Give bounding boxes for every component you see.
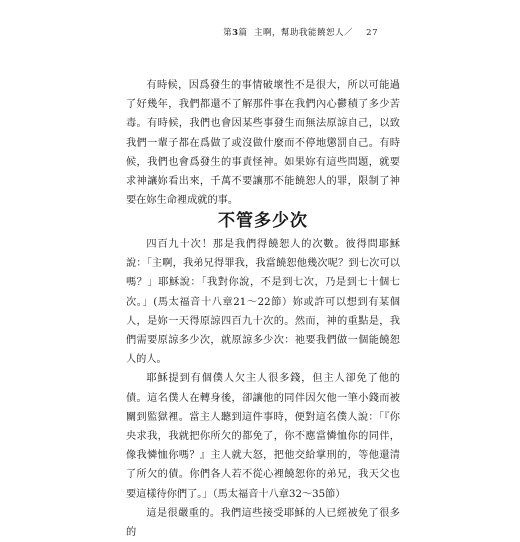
running-header — [223, 26, 378, 38]
intro-paragraph: 有時候，因爲發生的事情破壞性不是很大，所以可能過了好幾年，我們都還不了解那件事在我們內心鬱積了多少苦毒。有時候，我們也會因某些事發生而無法原諒自己，以致我們一輩子都在爲做了或沒做什麼而不停地懲罰自己。有時候，我們也會爲發生的事責怪神。如果妳有這些問題，就要求神讓妳看出來，千萬不要讓那不能饒恕人的罪，限制了神要在妳生命裡成就的事。 — [126, 80, 400, 207]
main-text-block — [126, 235, 400, 542]
paragraph-3: 耶穌提到有個僕人欠主人很多錢，但主人卻免了他的債。這名僕人在轉身後，卻讓他的同伴因欠他一筆小錢而被關到監獄裡。當主人聽到這件事時，便對這名僕人說：「『你央求我，我就把你所欠的都免了，你不應當憐恤你的同伴，像我憐恤你嗎？』主人就大怒，把他交給掌刑的，等他還清了所欠的債。你們各人若不從心裡饒恕你的弟兄，我天父也要這樣待你們了。」（馬太福音十八章32～35節） — [126, 373, 400, 500]
section-heading: 不管多少次 — [218, 211, 308, 231]
paragraph-4: 這是很嚴重的。我們這些接受耶穌的人已經被免了很多的 — [126, 507, 400, 539]
intro-text-block — [126, 76, 400, 210]
paragraph-2: 四百九十次！那是我們得饒恕人的次數。彼得問耶穌說：「主啊，我弟兄得罪我，我當饒恕他幾次呢？到七次可以嗎？」耶穌說：「我對你說，不是到七次，乃是到七十個七次。」(馬太福音十八章21～22節）妳或許可以想到有某個人，是妳一天得原諒四百九十次的。然而，神的重點是，我們需要原諒多少次，就原諒多少次：祂要我們做一個能饒恕人的人。 — [126, 239, 400, 366]
page-number: 27 — [366, 28, 378, 38]
book-title: 主啊，幫助我能饒恕人／ — [253, 28, 353, 38]
part-suffix: 篇 — [238, 28, 248, 38]
part-number: 3 — [232, 28, 239, 38]
part-label: 第 — [223, 28, 233, 38]
